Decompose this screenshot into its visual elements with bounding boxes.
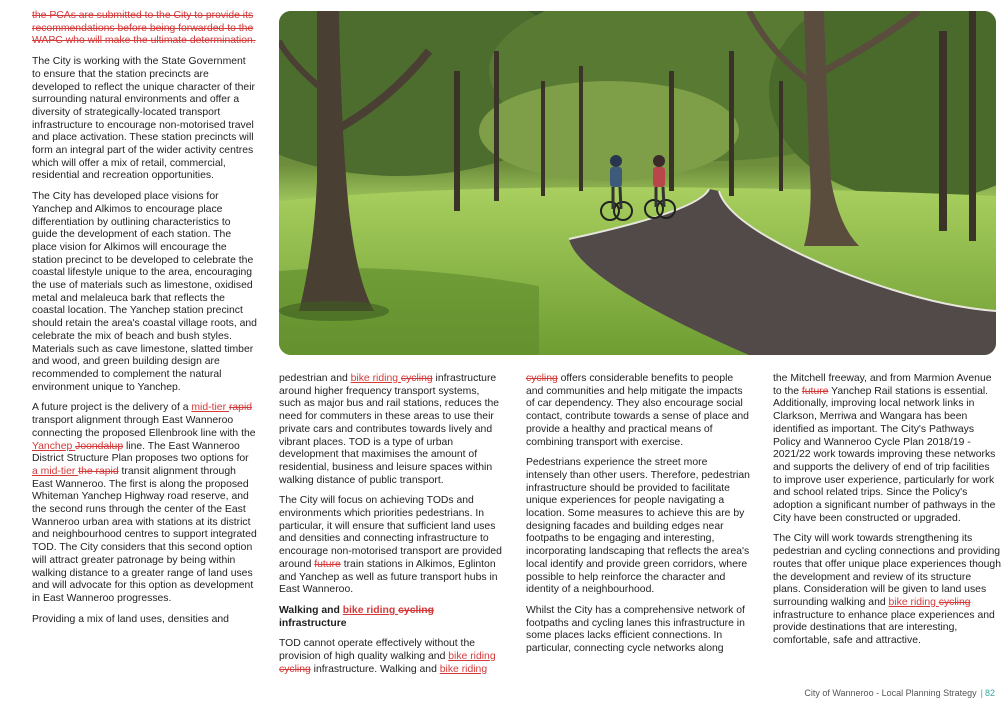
paragraph-tod-cannot-operate: TOD cannot operate effectively without the provision of high quality walking and bike riding cycling infrastructure. Walking and bike riding: [279, 638, 496, 675]
paragraph-benefits: cycling offers considerable benefits to people and communities and help mitigate the impacts of car dependency. They also encourage social contact, contribute towards a sense of place and provide a healthy and practical means of combining transport with exercise.: [526, 373, 749, 448]
paragraph-future-project: A future project is the delivery of a mid-tier rapid transport alignment through East Wanneroo connecting the proposed Ellenbrook line with the Yanchep Joondalup line. The East Wanneroo District Structure Plan proposes two options for a mid-tier the rapid transit alignment through East Wanneroo. The first is along the proposed Whiteman Yanchep Highway road reserve, and the second runs through the center of the East Wanneroo urban area with stations at its district and neighbourhood centres to support integrated TOD. The City considers that this second option will attract greater patronage by being within walking distance to a greater range of land uses and will advocate for this option as development in East Wanneroo progresses.: [32, 402, 257, 604]
paragraph-strengthening-connections: The City will work towards strengthening its pedestrian and cycling connections and providing routes that offer unique place experiences though the development and review of its structure plans. Consideration will be given to land uses surrounding walking and bike riding cycling infrastructure to enhance place experiences and provide destinations that are interesting, comfortable, safe and attractive.: [773, 533, 1001, 647]
paragraph-deleted-intro: the PCAs are submitted to the City to provide its recommendations before being forwarded to the WAPC who will make the ultimate determination.: [32, 10, 256, 47]
park-cyclists-photo: [279, 11, 996, 355]
paragraph-pedestrians: Pedestrians experience the street more intensely than other users. Therefore, pedestrian infrastructure should be provided to facilitate unique experiences for people navigating a location. Some measures to achieve this are by designing facades and building edges near footpaths to be engaging and interesting, incorporating landscaping that reflects the area's local identify and provide green corridors, where possible to help reinforce the character and identity of a neighbourhood.: [526, 457, 750, 596]
paragraph-state-government: The City is working with the State Government to ensure that the station precincts are developed to reflect the unique character of their surrounding natural environments and offer a diversity of strategically-located transport infrastructure to encourage non-motorised travel and place activation. These station precincts will form an integral part of the wider activity centres which will offer a mix of retail, commercial, residential and recreation opportunities.: [32, 56, 255, 182]
paragraph-mitchell-freeway: the Mitchell freeway, and from Marmion Avenue to the future Yanchep Rail stations is essential. Additionally, improving local network links in Clarkson, Merriwa and Wangara has been identified as important. The City's Pathways Policy and Wanneroo Cycle Plan 2018/19 - 2021/22 work towards improving these networks and supports the delivery of end of trip facilities to improve user experience, particularly for work and school related trips. Since the Policy's adoption a significant number of pathways in the City have been constructed or upgraded.: [773, 373, 996, 524]
paragraph-footpaths-network: Whilst the City has a comprehensive network of footpaths and cycling lanes this infrastructure in some places lacks efficient connections. In particular, connecting cycle networks along: [526, 604, 745, 655]
paragraph-land-uses: Providing a mix of land uses, densities and: [32, 613, 229, 625]
page-number: 82: [984, 688, 995, 698]
text-column-4: [773, 373, 1001, 656]
section-heading-walking: Walking and bike riding cycling infrastructure: [279, 604, 434, 629]
text-column-1: [32, 10, 257, 634]
document-title: City of Wanneroo - Local Planning Strategy: [804, 688, 977, 698]
paragraph-place-visions: The City has developed place visions for Yanchep and Alkimos to encourage place differentiation by outlining characteristics to guide the development of each station. The place vision for Alkimos will encourage the station precinct to be developed to celebrate the coastal lifestyle unique to the area, encouraging the use of materials such as limestone, oxidised metal and melaleuca bark that reflects the coastal location. The Yanchep station precinct should retain the area's coastal village roots, and celebrate the mix of beach and bush styles. Materials such as cave limestone, slatted timber and wood, and green building design are recommended to complement the natural environment unique to Yanchep.: [32, 191, 257, 393]
page-footer: [804, 688, 995, 699]
text-column-3: [526, 373, 751, 664]
footer-separator: |: [980, 688, 983, 698]
text-column-2: [279, 373, 504, 684]
paragraph-pedestrian-infrastructure: pedestrian and bike riding cycling infrastructure around higher frequency transport systems, such as major bus and rail stations, reduces the need for commuters in these areas to use their private cars and contributes towards lively and vibrant places. TOD is a type of urban development that maximises the amount of residential, business and leisure spaces within walking distance of public transport.: [279, 373, 500, 486]
paragraph-tod-focus: The City will focus on achieving TODs and environments which priorities pedestrians. In particular, it will ensure that sufficient land uses and densities and connecting infrastructure to encourage non-motorised transport are provided around future train stations in Alkimos, Eglinton and Yanchep as well as future transport hubs in East Wanneroo.: [279, 495, 502, 596]
